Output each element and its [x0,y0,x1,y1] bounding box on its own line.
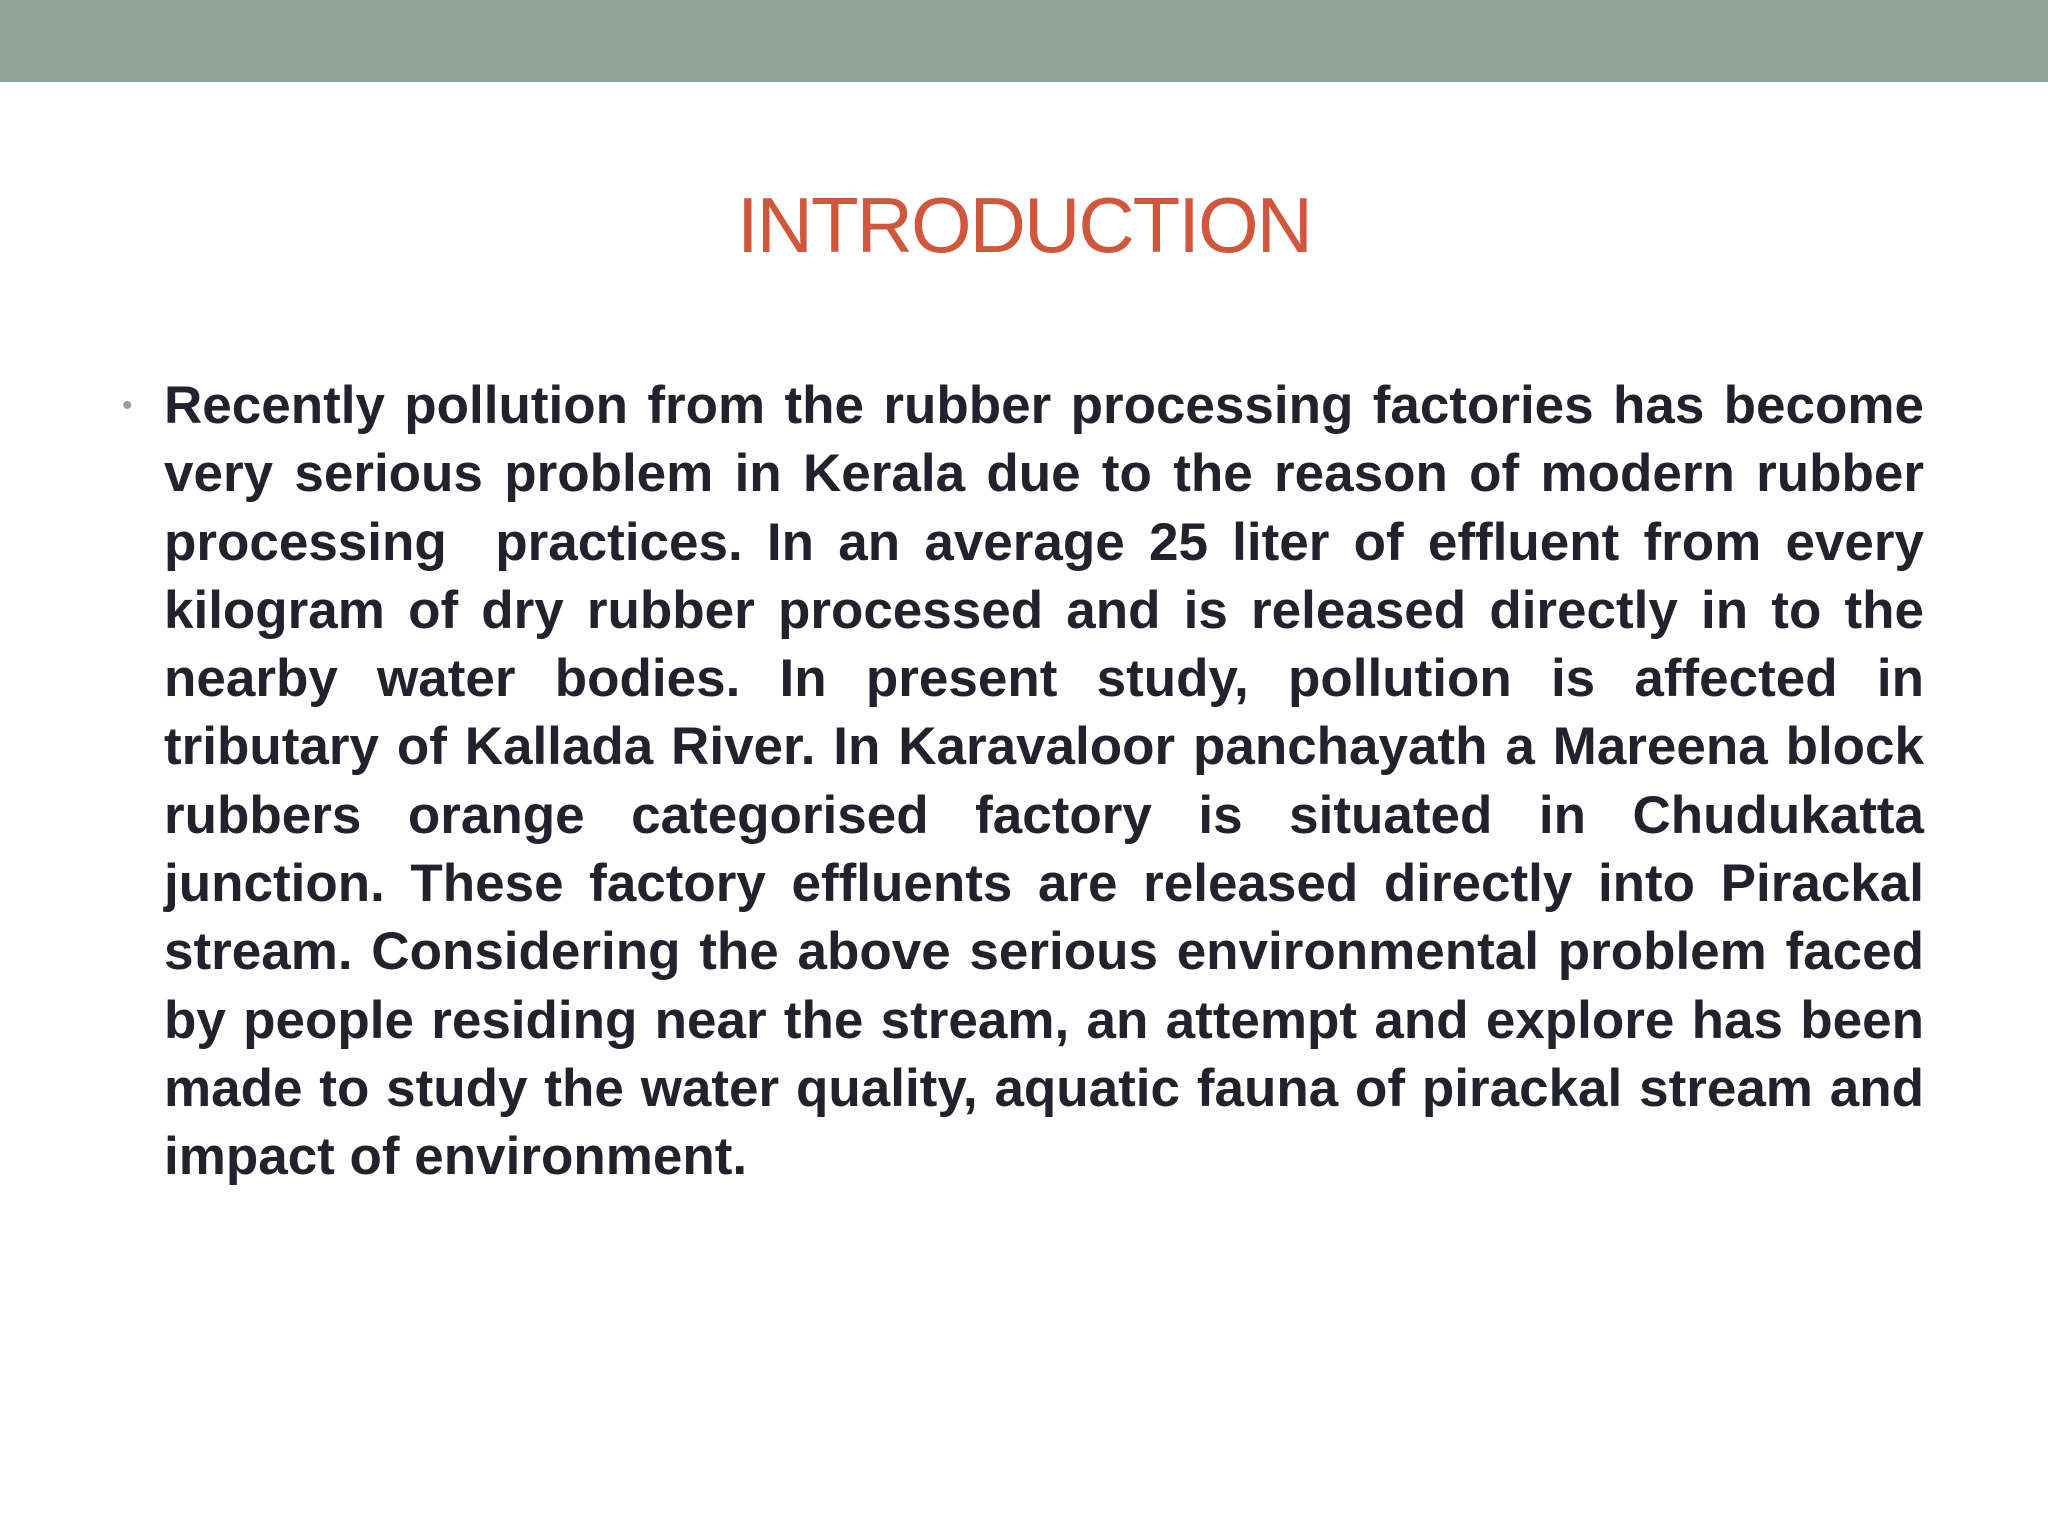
slide-title: INTRODUCTION [737,181,1311,269]
top-accent-bar [0,0,2048,82]
bullet-icon: • [122,389,133,422]
body-paragraph: Recently pollution from the rubber processing factories has become very serious problem in Kerala due to the reason of modern rubber processing practices. In an average 25 liter of effluent from every kilogram of dry rubber processed and is released directly in to the nearby water bodies. In present study, pollution is affected in tributary of Kallada River. In Karavaloor panchayath a Mareena block rubbers orange categorised factory is situated in Chudukatta junction. These factory effluents are released directly into Pirackal stream. Considering the above serious environmental problem faced by people residing near the stream, an attempt and explore has been made to study the water quality, aquatic fauna of pirackal stream and impact of environment. [164,376,1939,1187]
bullet-item [118,372,1939,1192]
slide-body [118,372,1939,1192]
